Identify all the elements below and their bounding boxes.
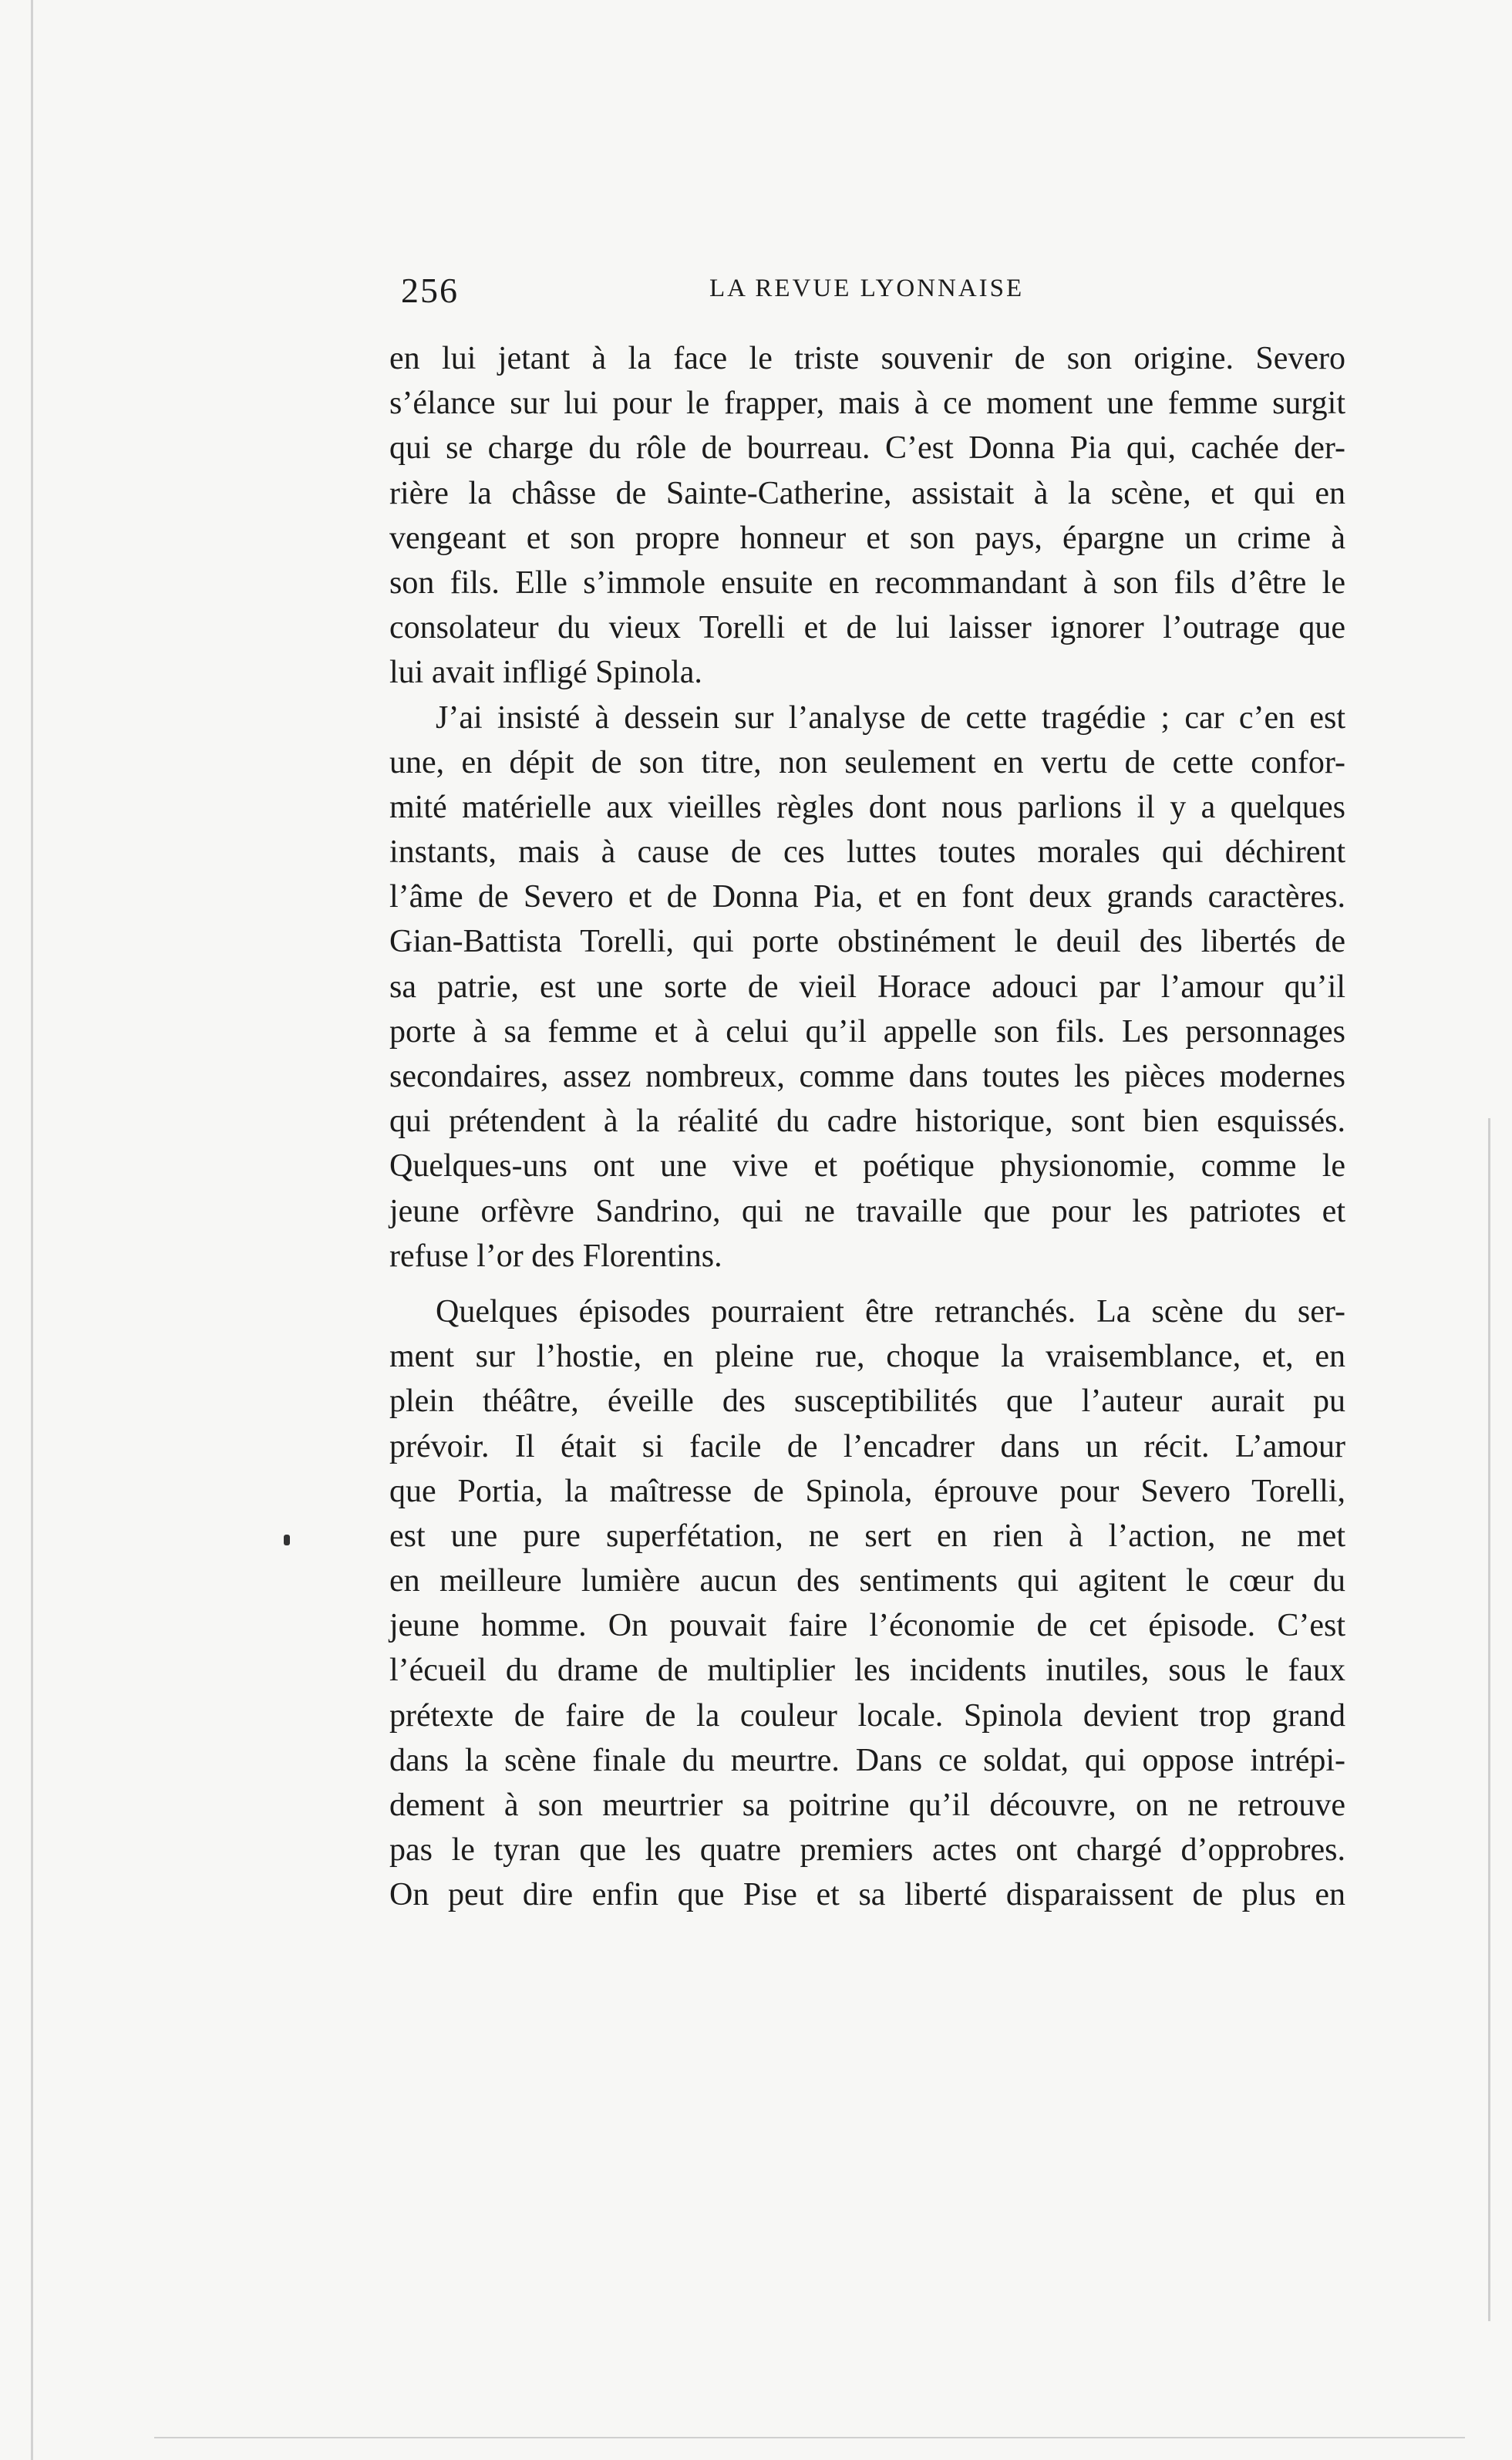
text-line: Quelques épisodes pourraient être retranchés. La scène du ser-: [436, 1293, 1345, 1329]
text-line: qui se charge du rôle de bourreau. C’est Donna Pia qui, cachée der-: [389, 430, 1345, 467]
text-line: s’élance sur lui pour le frapper, mais à ce moment une femme surgit: [389, 386, 1345, 422]
text-line: rière la châsse de Sainte-Catherine, assistait à la scène, et qui en: [389, 475, 1345, 511]
text-line: J’ai insisté à dessein sur l’analyse de cette tragédie ; car c’en est: [436, 699, 1345, 736]
text-line: lui avait infligé Spinola.: [389, 655, 702, 691]
stray-ink-mark: [284, 1535, 290, 1545]
text-line: plein théâtre, éveille des susceptibilités que l’auteur aurait pu: [389, 1383, 1345, 1420]
text-line: en meilleure lumière aucun des sentiments qui agitent le cœur du: [389, 1563, 1345, 1599]
page-number: 256: [401, 271, 459, 310]
text-line: jeune orfèvre Sandrino, qui ne travaille que pour les patriotes et: [389, 1193, 1345, 1229]
text-line: que Portia, la maîtresse de Spinola, éprouve pour Severo Torelli,: [389, 1473, 1345, 1509]
text-line: sa patrie, est une sorte de vieil Horace adouci par l’amour qu’il: [389, 969, 1345, 1005]
text-line: une, en dépit de son titre, non seulement en vertu de cette confor-: [389, 744, 1345, 780]
text-line: dans la scène finale du meurtre. Dans ce soldat, qui oppose intrépi-: [389, 1742, 1345, 1778]
text-line: vengeant et son propre honneur et son pays, épargne un crime à: [389, 520, 1345, 556]
text-line: jeune homme. On pouvait faire l’économie de cet épisode. C’est: [389, 1608, 1345, 1644]
paragraph-2: [389, 696, 1345, 1279]
right-scan-edge: [1488, 1118, 1490, 2321]
running-head: LA REVUE LYONNAISE: [709, 275, 1025, 302]
text-line: Gian-Battista Torelli, qui porte obstinément le deuil des libertés de: [389, 924, 1345, 960]
text-line: Quelques-uns ont une vive et poétique physionomie, comme le: [389, 1148, 1345, 1185]
paragraph-gap: [389, 1279, 1345, 1289]
text-line: pas le tyran que les quatre premiers actes ont chargé d’opprobres.: [389, 1832, 1345, 1869]
body-text: [389, 336, 1345, 1918]
left-scan-edge: [31, 0, 33, 2460]
text-line: ment sur l’hostie, en pleine rue, choque la vraisemblance, et, en: [389, 1339, 1345, 1375]
text-line: consolateur du vieux Torelli et de lui laisser ignorer l’outrage que: [389, 610, 1345, 646]
text-line: l’âme de Severo et de Donna Pia, et en font deux grands caractères.: [389, 879, 1345, 915]
text-line: refuse l’or des Florentins.: [389, 1238, 722, 1274]
text-line: secondaires, assez nombreux, comme dans toutes les pièces modernes: [389, 1059, 1345, 1094]
text-line: est une pure superfétation, ne sert en rien à l’action, ne met: [389, 1518, 1345, 1554]
paragraph-3: [389, 1289, 1345, 1918]
paragraph-1: [389, 336, 1345, 696]
text-line: prévoir. Il était si facile de l’encadrer dans un récit. L’amour: [389, 1428, 1345, 1464]
text-line: dement à son meurtrier sa poitrine qu’il découvre, on ne retrouve: [389, 1788, 1345, 1823]
text-line: prétexte de faire de la couleur locale. Spinola devient trop grand: [389, 1697, 1345, 1734]
text-line: l’écueil du drame de multiplier les incidents inutiles, sous le faux: [389, 1653, 1345, 1689]
text-line: porte à sa femme et à celui qu’il appelle son fils. Les personnages: [389, 1013, 1345, 1050]
text-line: instants, mais à cause de ces luttes toutes morales qui déchirent: [389, 834, 1345, 871]
page-header: [401, 270, 1342, 316]
bottom-scan-edge: [154, 2437, 1465, 2438]
text-line: On peut dire enfin que Pise et sa liberté disparaissent de plus en: [389, 1877, 1345, 1913]
text-line: son fils. Elle s’immole ensuite en recommandant à son fils d’être le: [389, 564, 1345, 601]
text-line: qui prétendent à la réalité du cadre historique, sont bien esquissés.: [389, 1104, 1345, 1140]
text-line: en lui jetant à la face le triste souvenir de son origine. Severo: [389, 341, 1345, 376]
text-line: mité matérielle aux vieilles règles dont nous parlions il y a quelques: [389, 789, 1345, 825]
